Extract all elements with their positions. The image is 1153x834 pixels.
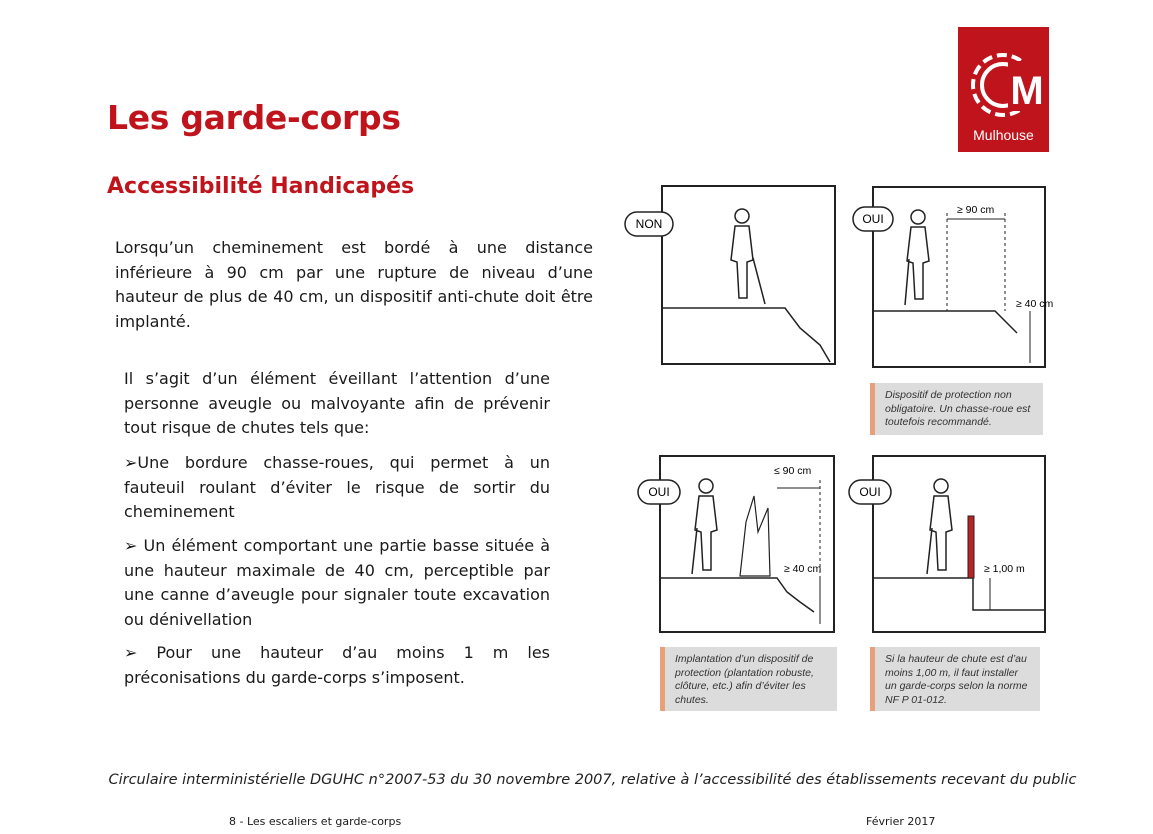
person-icon <box>731 209 765 304</box>
footer-date: Février 2017 <box>866 815 936 828</box>
intro-paragraph: Lorsqu’un cheminement est bordé à une distance inférieure à 90 cm par une rupture de niveau d’une hauteur de plus de 40 cm, un dispositif anti-chute doit être implanté. <box>115 238 593 331</box>
badge-label: OUI <box>648 485 670 499</box>
badge-label: NON <box>635 217 663 231</box>
bullet-item: ➢Une bordure chasse-roues, qui permet à un fauteuil roulant d’éviter le risque de sortir du cheminement <box>124 453 550 521</box>
bullet-item: ➢ Un élément comportant une partie basse située à une hauteur maximale de 40 cm, perceptible par une canne d’aveugle pour signaler toute excavation ou dénivellation <box>124 536 550 629</box>
figure-caption: Si la hauteur de chute est d’au moins 1,00 m, il faut installer un garde-corps selon la norme NF P 01-012. <box>870 647 1040 711</box>
figure-oui-1 <box>845 183 1060 370</box>
measure-height: ≥ 40 cm <box>1016 298 1054 310</box>
logo-text: Mulhouse <box>973 127 1034 143</box>
footer-section: 8 - Les escaliers et garde-corps <box>229 815 402 828</box>
measure-height: ≥ 1,00 m <box>984 563 1025 575</box>
figure-non <box>615 180 840 370</box>
person-icon <box>905 210 929 305</box>
citation-text: Circulaire interministérielle DGUHC n°2007-53 du 30 novembre 2007, relative à l’accessibilité des établissements recevant du public <box>108 772 1077 788</box>
mulhouse-logo <box>958 27 1049 152</box>
figure-caption: Implantation d’un dispositif de protection (plantation robuste, clôture, etc.) afin d’éviter les chutes. <box>660 647 837 711</box>
badge-label: OUI <box>859 485 881 499</box>
figure-caption: Dispositif de protection non obligatoire. Un chasse-roue est toutefois recommandé. <box>870 383 1043 435</box>
person-icon <box>692 479 717 574</box>
figure-oui-3 <box>845 452 1060 637</box>
measure-distance: ≥ 90 cm <box>957 204 995 216</box>
section-subtitle: Accessibilité Handicapés <box>107 174 415 199</box>
person-icon <box>927 479 952 574</box>
page-title: Les garde-corps <box>107 98 401 137</box>
body-paragraph: Il s’agit d’un élément éveillant l’attention d’une personne aveugle ou malvoyante afin de prévenir tout risque de chutes tels que: <box>124 369 550 437</box>
measure-distance: ≤ 90 cm <box>774 465 812 477</box>
figure-oui-2 <box>622 452 840 637</box>
gear-icon <box>958 27 1049 127</box>
guardrail-icon <box>968 516 974 578</box>
measure-height: ≥ 40 cm <box>784 563 822 575</box>
plant-icon <box>740 496 770 576</box>
logo-letter: M <box>1010 69 1044 113</box>
bullet-item: ➢ Pour une hauteur d’au moins 1 m les préconisations du garde-corps s’imposent. <box>124 643 550 687</box>
badge-label: OUI <box>862 212 884 226</box>
